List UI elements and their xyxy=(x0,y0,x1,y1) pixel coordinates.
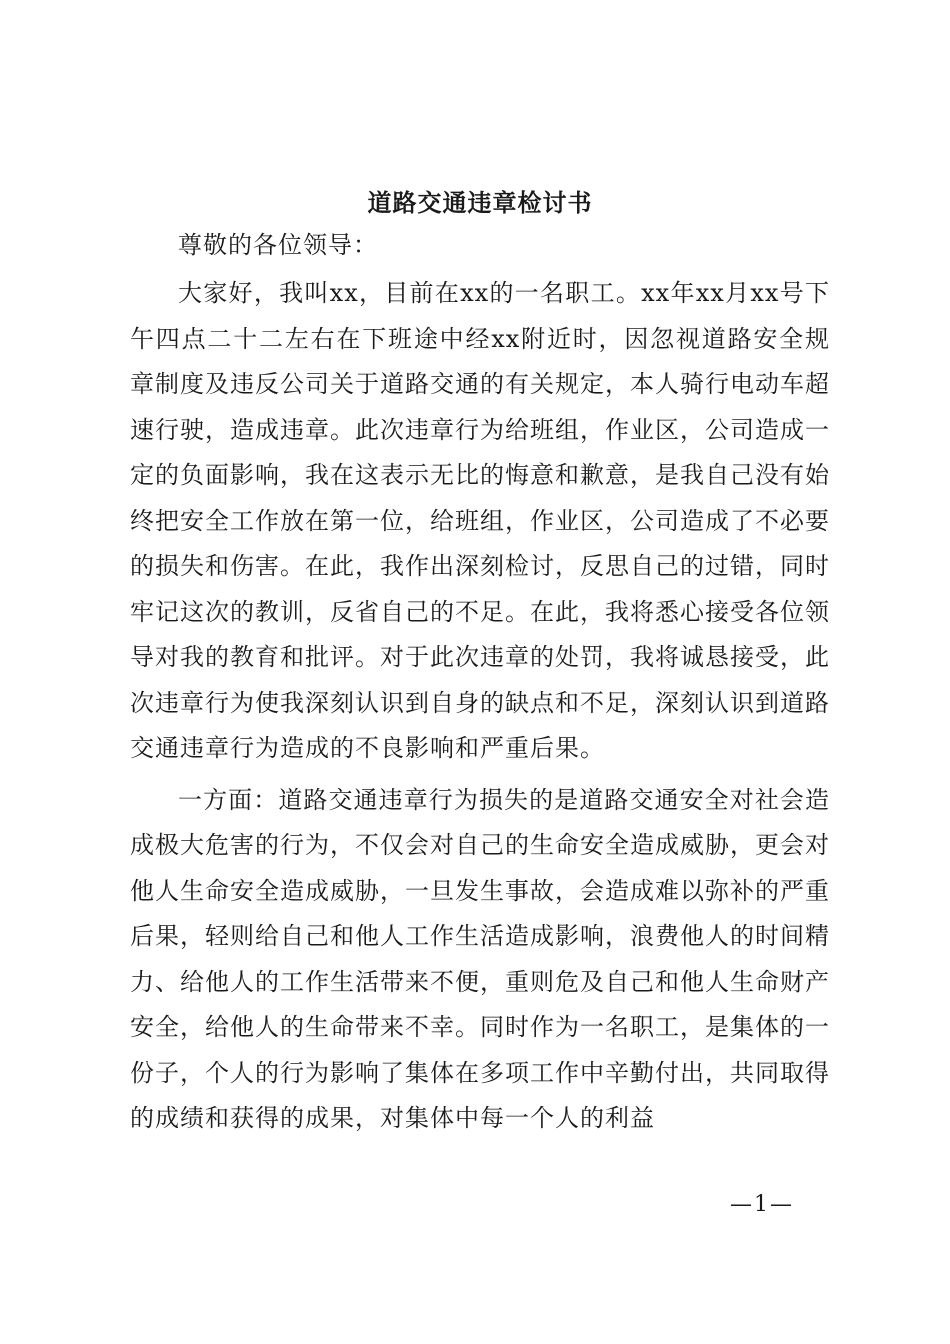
document-title: 道路交通违章检讨书 xyxy=(367,188,593,217)
paragraph: 大家好，我叫xx，目前在xx的一名职工。xx年xx月xx号下午四点二十二左右在下班途中经xx附近时，因忽视道路安全规章制度及违反公司关于道路交通的有关规定，本人骑行电动车超速行驶，造成违章。此次违章行为给班组，作业区，公司造成一定的负面影响，我在这表示无比的悔意和歉意，是我自己没有始终把安全工作放在第一位，给班组，作业区，公司造成了不必要的损失和伤害。在此，我作出深刻检讨，反思自己的过错，同时牢记这次的教训，反省自己的不足。在此，我将悉心接受各位领导对我的教育和批评。对于此次违章的处罚，我将诚恳接受，此次违章行为使我深刻认识到自身的缺点和不足，深刻认识到道路交通违章行为造成的不良影响和严重后果。 xyxy=(130,279,830,762)
document-body xyxy=(130,225,830,1148)
paragraph: 一方面：道路交通违章行为损失的是道路交通安全对社会造成极大危害的行为，不仅会对自己的生命安全造成威胁，更会对他人生命安全造成威胁，一旦发生事故，会造成难以弥补的严重后果，轻则给自己和他人工作生活造成影响，浪费他人的时间精力、给他人的工作生活带来不便，重则危及自己和他人生命财产安全，给他人的生命带来不幸。同时作为一名职工，是集体的一份子，个人的行为影响了集体在多项工作中辛勤付出，共同取得的成绩和获得的成果，对集体中每一个人的利益 xyxy=(130,785,830,1132)
page-number: —1— xyxy=(730,1192,794,1217)
salutation: 尊敬的各位领导： xyxy=(178,231,378,259)
